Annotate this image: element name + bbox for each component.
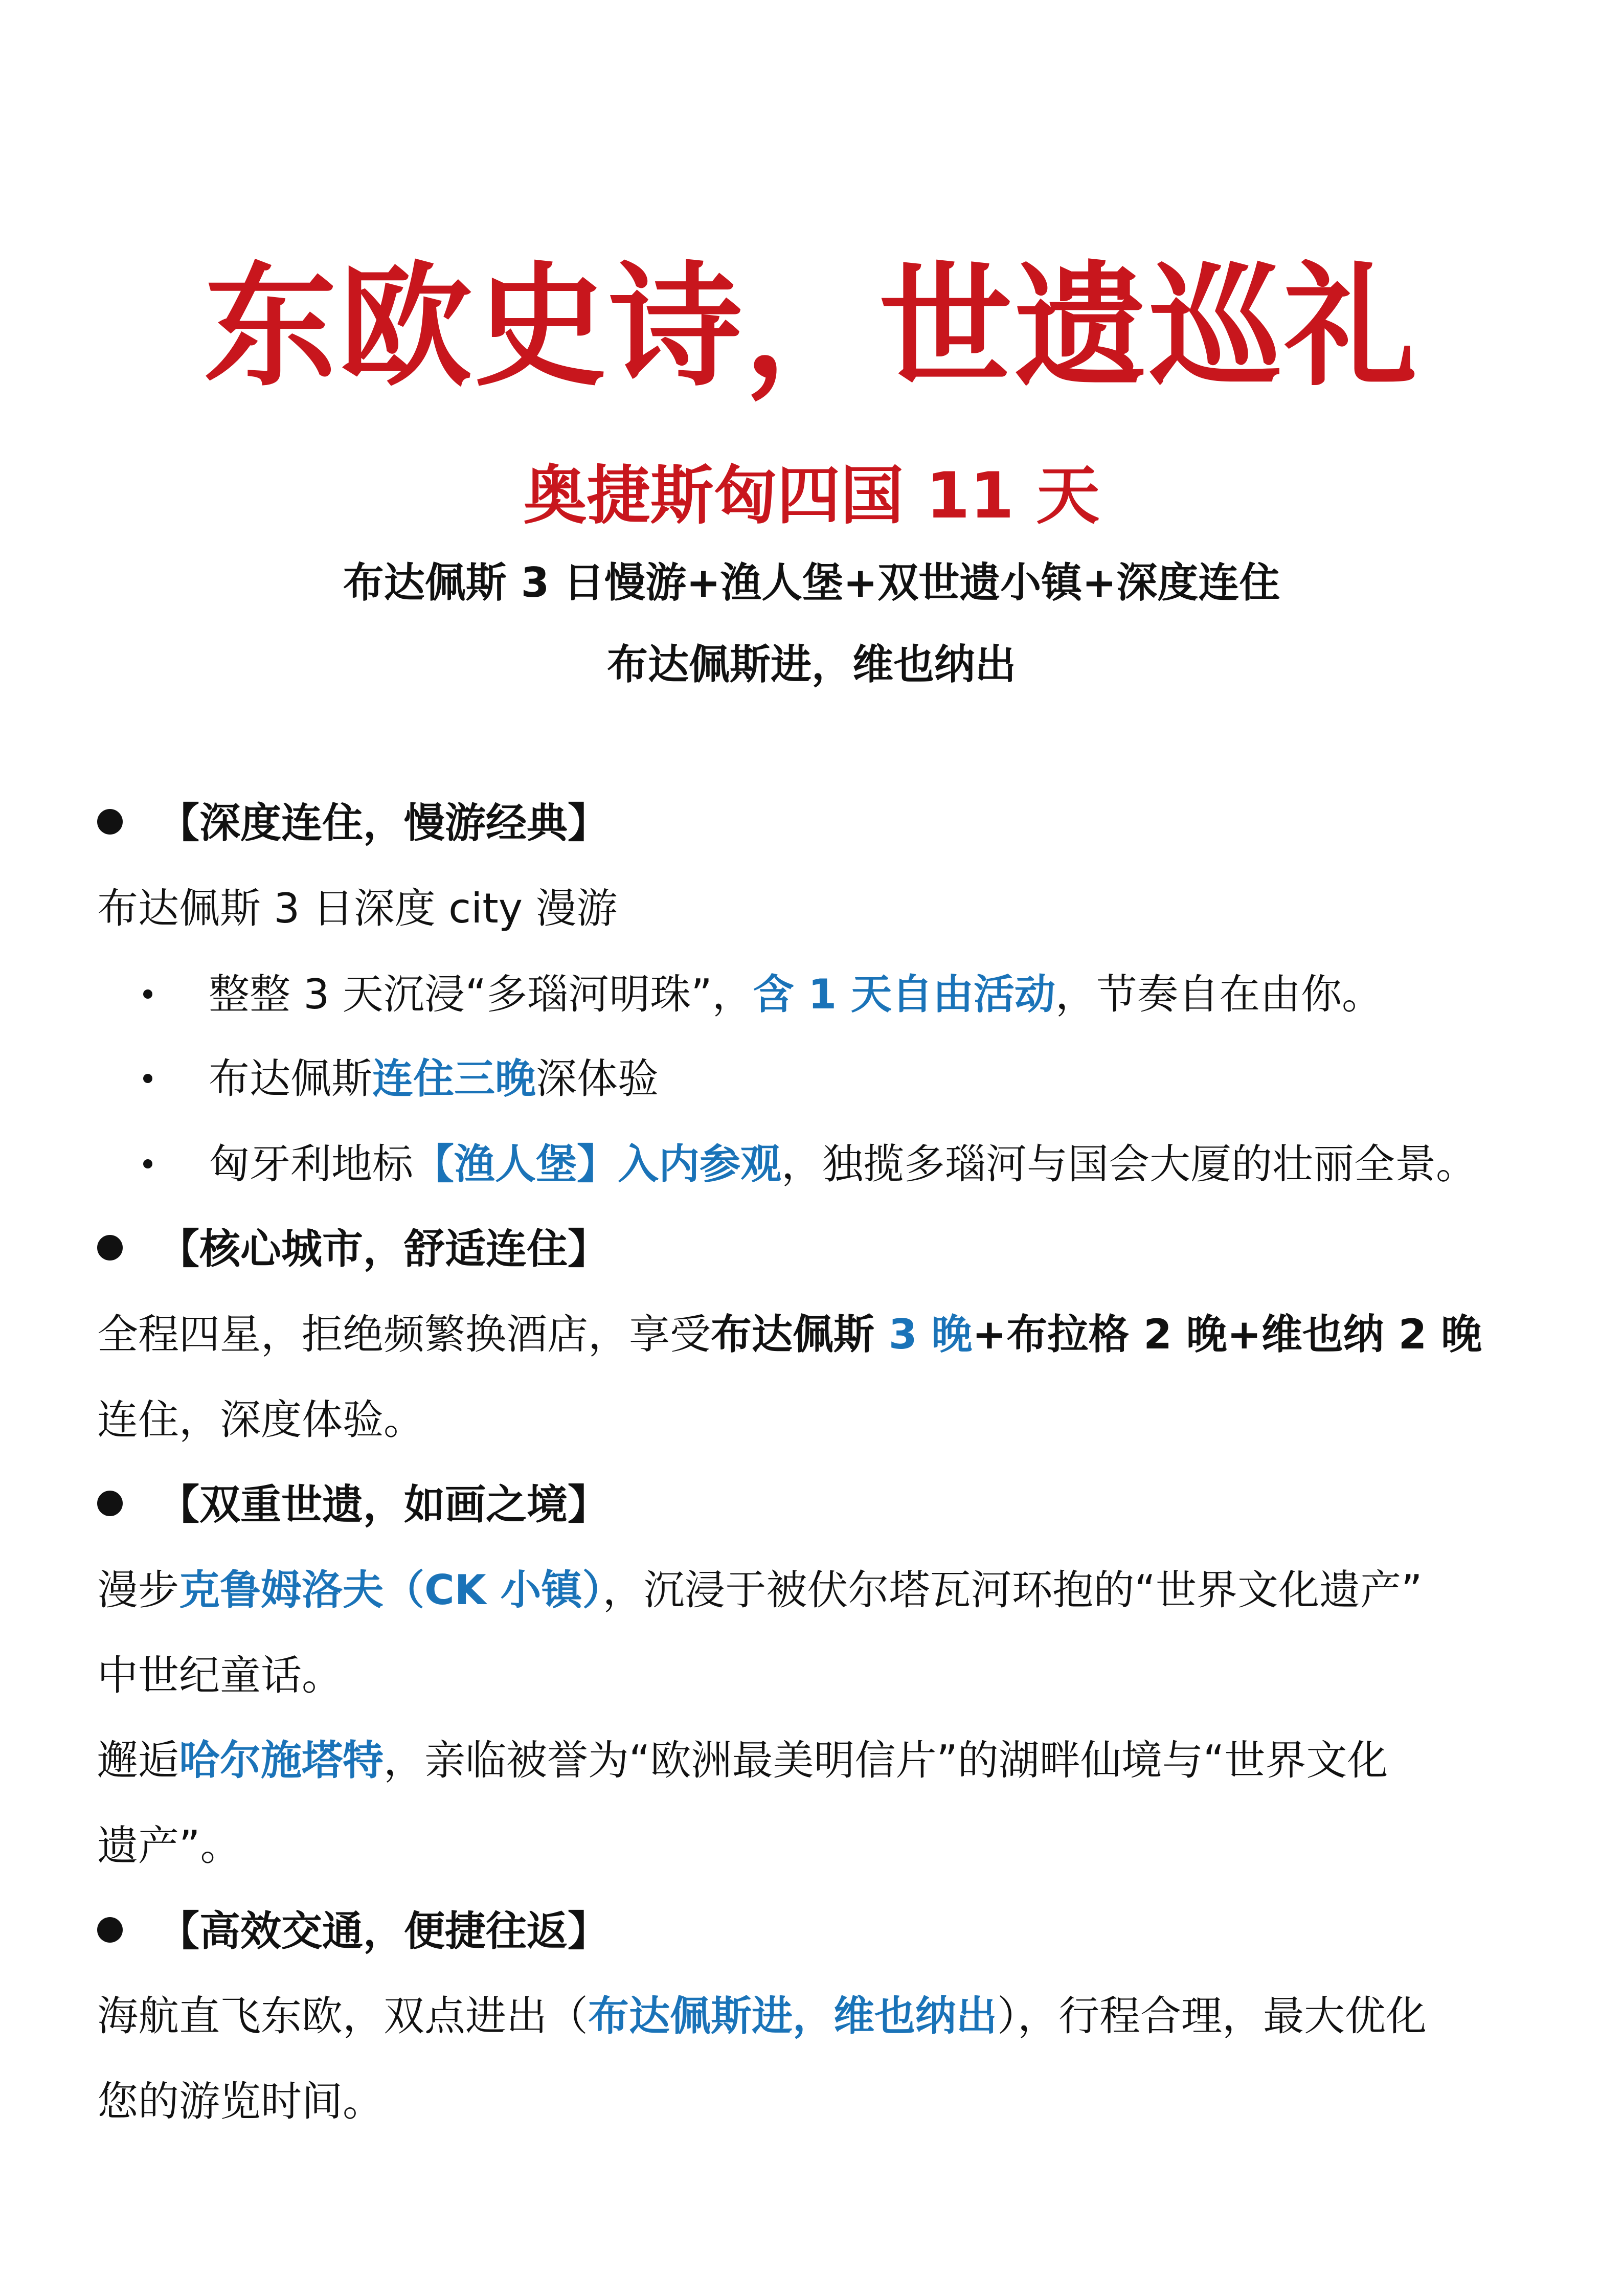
section-heading-core-cities (97, 1221, 608, 1277)
section-heading-transport (97, 1903, 608, 1960)
list-item-text: ，独揽多瑙河与国会大厦的壮丽全景。 (781, 1140, 1477, 1188)
paragraph-line (97, 1988, 1427, 2044)
list-item (143, 966, 1383, 1023)
section-heading-text: 【双重世遗，如画之境】 (159, 1481, 608, 1528)
highlight-text: 布达佩斯进，维也纳出 (588, 1992, 997, 2040)
bold-text: 布达佩斯 (711, 1311, 889, 1358)
list-item-text: 匈牙利地标 (209, 1140, 413, 1188)
highlight-text: 【渔人堡】入内参观 (413, 1140, 781, 1188)
tagline-route: 布达佩斯进，维也纳出 (607, 641, 1016, 688)
paragraph-line (97, 1307, 1482, 1363)
bullet-dot-icon (97, 1235, 123, 1260)
bullet-dot-icon (97, 1491, 123, 1516)
highlight-text: 3 晚 (888, 1311, 973, 1358)
page-title: 东欧史诗，世遗巡礼 (204, 250, 1419, 404)
list-item (143, 1136, 1477, 1192)
section-heading-deep-stay (97, 795, 608, 851)
paragraph-line: 遗产”。 (97, 1822, 241, 1870)
list-item-text: ，节奏自在由你。 (1055, 971, 1383, 1018)
paragraph-text: ），行程合理，最大优化 (997, 1992, 1427, 2040)
small-bullet-icon (143, 989, 152, 999)
bullet-dot-icon (97, 809, 123, 835)
list-item (143, 1051, 659, 1107)
bullet-dot-icon (97, 1917, 123, 1943)
highlight-text: 克鲁姆洛夫（CK 小镇） (179, 1566, 603, 1614)
bold-text: +布拉格 2 晚+维也纳 2 晚 (972, 1311, 1482, 1358)
paragraph-line (97, 1732, 1388, 1789)
paragraph-line: 您的游览时间。 (97, 2078, 384, 2125)
highlight-text: 含 1 天自由活动 (753, 971, 1056, 1018)
section-intro: 布达佩斯 3 日深度 city 漫游 (97, 885, 618, 932)
list-item-text: 布达佩斯 (209, 1055, 372, 1102)
paragraph-text: 漫步 (97, 1566, 179, 1614)
paragraph-text: 全程四星，拒绝频繁换酒店，享受 (97, 1311, 711, 1358)
list-item-text: 整整 3 天沉浸“多瑙河明珠”， (209, 971, 753, 1018)
paragraph-line: 中世纪童话。 (97, 1652, 343, 1699)
section-heading-world-heritage (97, 1477, 608, 1533)
paragraph-text: ，亲临被誉为“欧洲最美明信片”的湖畔仙境与“世界文化 (384, 1737, 1388, 1784)
paragraph-line (97, 1562, 1422, 1618)
paragraph-text: ，沉浸于被伏尔塔瓦河环抱的“世界文化遗产” (602, 1566, 1423, 1614)
section-heading-text: 【高效交通，便捷往返】 (159, 1907, 608, 1955)
paragraph-text: 海航直飞东欧，双点进出（ (97, 1992, 588, 2040)
small-bullet-icon (143, 1159, 152, 1168)
paragraph-line: 连住，深度体验。 (97, 1396, 424, 1444)
page-subtitle: 奥捷斯匈四国 11 天 (523, 459, 1100, 533)
list-item-text: 深体验 (536, 1055, 659, 1102)
highlight-text: 哈尔施塔特 (179, 1737, 384, 1784)
section-heading-text: 【核心城市，舒适连住】 (159, 1225, 608, 1273)
highlight-text: 连住三晚 (372, 1055, 536, 1102)
tagline-highlights: 布达佩斯 3 日慢游+渔人堡+双世遗小镇+深度连住 (343, 559, 1280, 606)
paragraph-text: 邂逅 (97, 1737, 179, 1784)
small-bullet-icon (143, 1074, 152, 1083)
section-heading-text: 【深度连住，慢游经典】 (159, 799, 608, 847)
